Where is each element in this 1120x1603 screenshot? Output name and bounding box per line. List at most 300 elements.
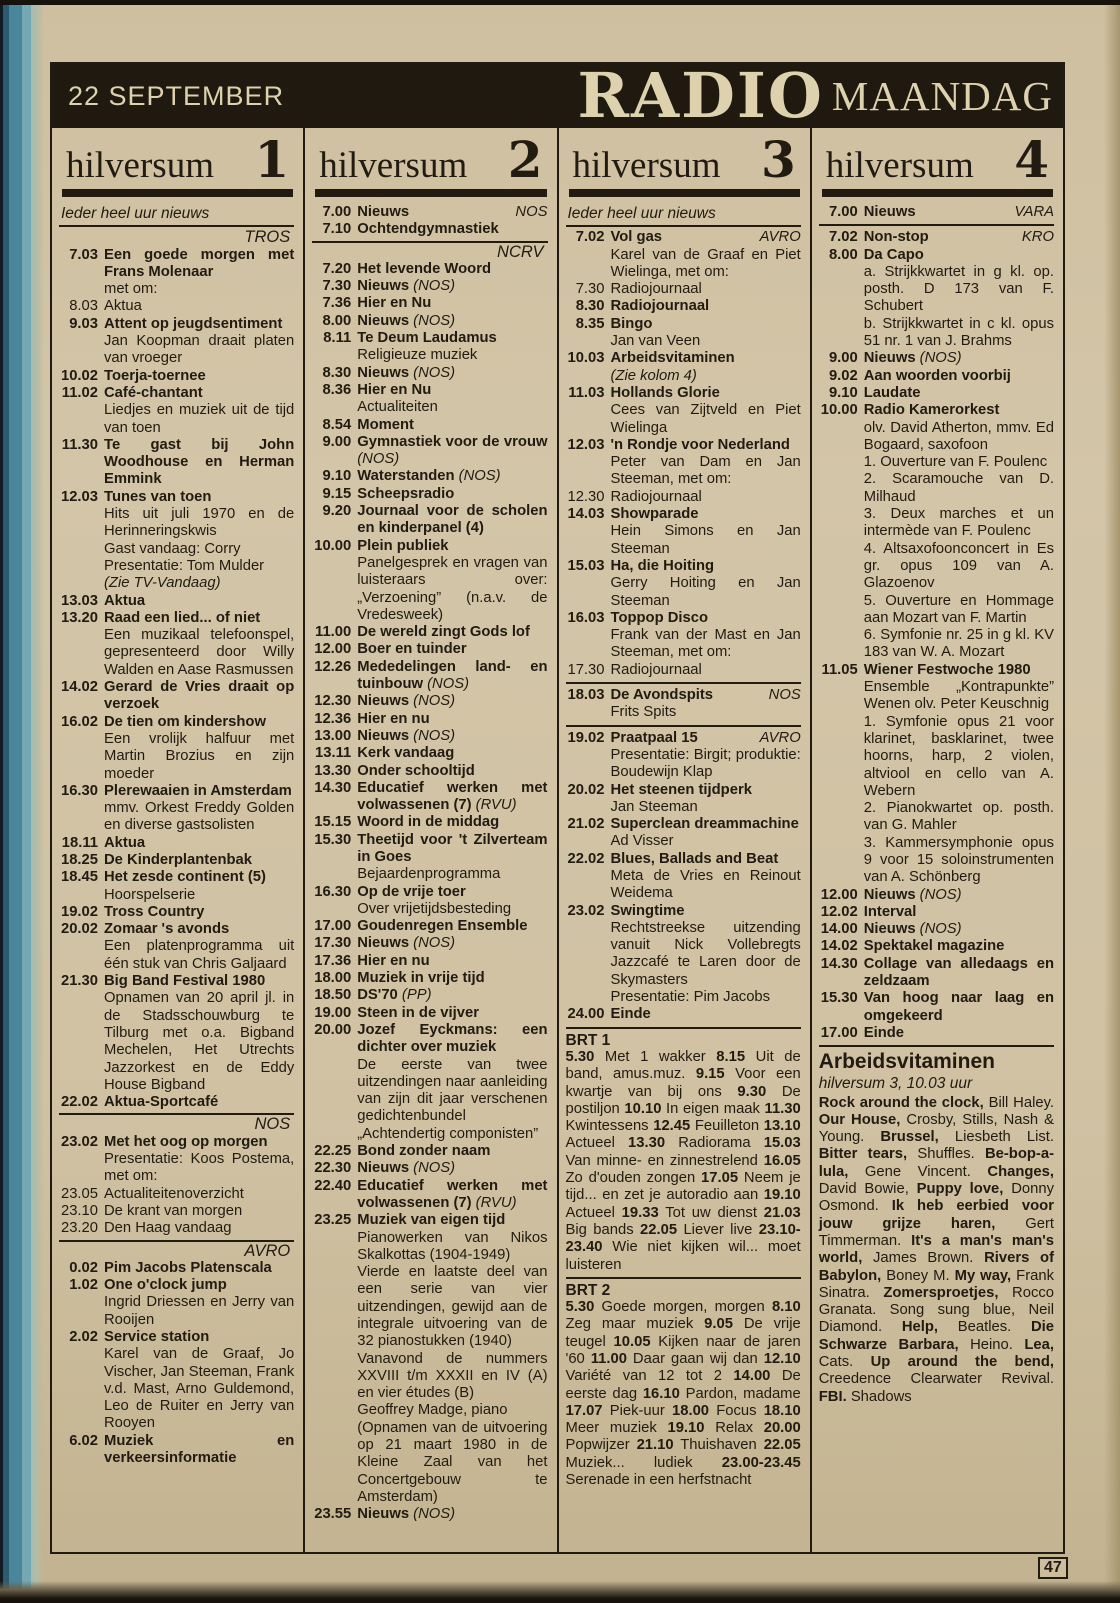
text-segment: 9.30 (737, 1083, 767, 1100)
program-title (357, 503, 547, 538)
program-title (357, 745, 547, 762)
program-description (611, 575, 801, 610)
program-description (864, 835, 1054, 887)
program-description (611, 523, 801, 558)
program-description (611, 247, 801, 282)
text-segment: 5. Ouverture en Hommage aan Mozart van F. Martin (863, 592, 1054, 626)
program-body (357, 1143, 547, 1160)
program-entry (312, 624, 547, 641)
program-title (357, 1212, 547, 1229)
program-title (357, 468, 547, 485)
text-segment: Big Band Festival 1980 (104, 973, 266, 990)
text-segment: 12.10 (763, 1351, 801, 1367)
text-segment: Actueel (565, 1204, 622, 1221)
program-entry (566, 506, 801, 558)
program-entry (312, 1506, 547, 1523)
program-entry (312, 486, 547, 503)
text-segment: Focus (709, 1402, 764, 1419)
program-time: 18.45 (60, 869, 98, 886)
program-time: 9.03 (69, 315, 98, 332)
program-body (104, 1220, 294, 1237)
program-entry (312, 693, 547, 710)
text-segment: Non-stop (863, 229, 929, 246)
program-time: 13.30 (314, 762, 352, 779)
program-entry (566, 489, 801, 506)
program-body (611, 687, 801, 722)
text-segment: Het steenen tijdperk (610, 781, 752, 798)
program-body (104, 1260, 294, 1277)
program-time: 22.40 (314, 1177, 352, 1194)
text-segment: Relax (704, 1420, 764, 1437)
program-title (357, 221, 547, 238)
program-title (611, 687, 801, 704)
program-body (104, 298, 294, 315)
program-title (104, 869, 294, 886)
program-time: 21.02 (567, 816, 605, 833)
program-title (611, 229, 801, 246)
program-body (611, 1006, 801, 1023)
text-segment: (NOS) (413, 1506, 456, 1523)
program-body (357, 624, 547, 641)
program-entry (59, 1329, 294, 1433)
text-segment: 16.10 (642, 1385, 680, 1402)
program-body (611, 816, 801, 851)
column-title: hilversum (825, 145, 974, 186)
column-number: 2 (507, 130, 543, 189)
program-description (104, 558, 294, 575)
program-time: 17.30 (567, 661, 605, 678)
program-title (357, 1160, 547, 1177)
program-body (357, 1178, 547, 1213)
program-title (611, 662, 801, 679)
program-entry (59, 921, 294, 973)
text-segment: olv. David Atherton, mmv. Ed Bogaard, saxofoon (863, 419, 1054, 453)
program-title (357, 365, 547, 382)
text-segment: 8.10 (771, 1299, 801, 1316)
text-segment: Aktua (104, 298, 142, 315)
text-segment: Liever live (677, 1221, 759, 1238)
column-header-hilversum-4 (822, 130, 1053, 197)
text-segment: Gast vandaag: Corry (104, 540, 241, 557)
text-segment: 21.03 (763, 1204, 801, 1221)
program-entry (819, 904, 1054, 921)
program-entry (566, 687, 801, 722)
text-segment: Swingtime (610, 902, 685, 919)
network-label: NOS (768, 687, 801, 704)
program-entry (312, 365, 547, 382)
program-time: 1.02 (69, 1277, 98, 1294)
text-segment: 9.05 (704, 1316, 733, 1333)
text-segment: Meta de Vries en Reinout Weidema (610, 867, 801, 902)
program-description (864, 679, 1054, 714)
text-segment: Frank Sinatra. (818, 1267, 1054, 1301)
text-segment: Nieuws (357, 693, 414, 710)
program-description (611, 747, 801, 782)
program-title (864, 385, 1054, 402)
program-body (357, 538, 547, 624)
every-hour-news-note: Ieder heel uur nieuws (59, 204, 294, 227)
text-segment: Zomersproetjes, (883, 1284, 999, 1301)
program-title (104, 489, 294, 506)
program-body (104, 316, 294, 368)
program-description (104, 800, 294, 835)
program-body (357, 1022, 547, 1143)
text-segment: Actualiteiten (357, 399, 438, 416)
text-segment: Donny Osmond. (818, 1181, 1055, 1215)
program-time: 10.02 (60, 367, 98, 384)
program-title (611, 851, 801, 868)
program-description (104, 575, 294, 592)
text-segment: (NOS) (413, 727, 456, 744)
program-title (611, 730, 801, 747)
program-title (611, 782, 801, 799)
program-entry (312, 814, 547, 831)
program-entry (59, 1134, 294, 1186)
program-entry (819, 887, 1054, 904)
text-segment: It's a man's man's world, (818, 1232, 1055, 1267)
text-segment: Hein Simons en Jan Steeman (610, 523, 801, 557)
text-segment: Gene Vincent. (848, 1163, 988, 1180)
text-segment: Nieuws (357, 935, 414, 952)
program-time: 0.02 (69, 1259, 98, 1276)
radio-logo: RADIO (577, 58, 824, 132)
program-entry (312, 434, 547, 469)
page-right-edge (1104, 0, 1120, 1603)
text-segment: Zo d'ouden zongen (565, 1170, 702, 1187)
program-entry (566, 229, 801, 281)
program-time: 13.03 (60, 592, 98, 609)
text-segment: 13.10 (763, 1118, 801, 1135)
text-segment: James Brown. (862, 1250, 985, 1267)
program-description (104, 541, 294, 558)
text-segment: Bill Haley. (983, 1094, 1055, 1111)
program-time: 7.10 (322, 221, 352, 238)
text-segment: Brussel, (880, 1129, 939, 1146)
text-segment: Kijken naar de jaren '60 (565, 1333, 801, 1367)
text-segment: Raad een lied... of niet (104, 609, 261, 626)
program-time: 14.02 (60, 679, 98, 696)
text-segment: Beatles. (938, 1319, 1031, 1336)
program-entry (312, 745, 547, 762)
program-entry (59, 368, 294, 385)
program-entry (566, 385, 801, 437)
program-time: 12.00 (314, 641, 352, 658)
text-segment: Hier en Nu (357, 295, 432, 312)
text-segment: De vrije teugel (565, 1316, 801, 1350)
text-segment: Variété van 12 tot 2 (565, 1368, 734, 1385)
program-description (864, 800, 1054, 835)
text-segment: 8.15 (716, 1048, 746, 1065)
program-body (357, 918, 547, 935)
text-segment: Nieuws (357, 364, 414, 381)
program-body (357, 953, 547, 970)
program-title (864, 402, 1054, 419)
program-entry (819, 385, 1054, 402)
program-body (611, 316, 801, 351)
text-segment: Bingo (610, 315, 653, 332)
program-entry (59, 852, 294, 869)
program-entry (566, 610, 801, 662)
program-entry (312, 1160, 547, 1177)
text-segment: 5.30 (565, 1299, 595, 1316)
program-body (864, 938, 1054, 955)
text-segment: Waterstanden (357, 468, 459, 485)
page-top-edge (0, 0, 1120, 5)
program-description (104, 281, 294, 298)
program-time: 10.00 (820, 402, 858, 419)
program-entry (59, 298, 294, 315)
program-time: 17.00 (820, 1024, 858, 1041)
program-entry (312, 884, 547, 919)
column-title: hilversum (66, 145, 214, 186)
program-body (357, 486, 547, 503)
text-segment: 12.45 (653, 1118, 691, 1135)
program-description (611, 704, 801, 721)
program-entry (59, 247, 294, 299)
masthead (52, 58, 1063, 132)
text-segment: Piek-uur (602, 1402, 672, 1419)
text-segment: (NOS) (413, 1160, 456, 1177)
text-segment: Plerewaaien in Amsterdam (104, 782, 292, 799)
text-segment: Tot uw dienst (658, 1204, 764, 1221)
program-title (357, 261, 547, 278)
program-time: 11.05 (821, 661, 858, 678)
program-entry (566, 350, 801, 385)
text-segment: 9.15 (695, 1066, 725, 1083)
program-time: 8.00 (322, 312, 352, 329)
program-title (104, 1203, 294, 1220)
network-label: NCRV (312, 241, 547, 261)
text-segment: Hoorspelserie (104, 886, 196, 903)
text-segment: Tunes van toen (104, 488, 212, 505)
text-segment: Feuilleton (690, 1118, 764, 1135)
program-description (357, 555, 547, 624)
program-entry (312, 1212, 547, 1506)
column-hilversum-4 (810, 128, 1063, 1552)
text-segment: Te Deum Laudamus (357, 330, 497, 347)
program-time: 15.30 (314, 831, 352, 848)
program-title (104, 1134, 294, 1151)
program-body (864, 402, 1054, 661)
program-title (357, 417, 547, 434)
program-time: 6.02 (69, 1432, 98, 1449)
text-segment: 16.05 (763, 1152, 801, 1169)
text-segment: (Opnamen van de uitvoering op 21 maart 1980 in de Kleine Zaal van het Concertgebouw te Amsterdam) (357, 1419, 548, 1505)
text-segment: Nieuws (863, 886, 920, 903)
page-number: 47 (1038, 1557, 1068, 1579)
program-body (104, 437, 294, 489)
program-time: 8.36 (322, 381, 352, 398)
program-body (357, 711, 547, 728)
program-time: 16.02 (60, 713, 98, 730)
column-title: hilversum (572, 145, 721, 186)
text-segment: Jan Steeman (610, 798, 698, 815)
text-segment: Onder schooltijd (357, 762, 475, 779)
text-segment: Goede morgen, morgen (594, 1299, 772, 1316)
program-entry (59, 1277, 294, 1329)
program-time: 15.30 (820, 990, 858, 1007)
program-body (357, 261, 547, 278)
program-entry (59, 1433, 294, 1468)
program-description (357, 1057, 547, 1143)
text-segment: Nieuws (357, 1160, 414, 1177)
program-body (864, 904, 1054, 921)
column-header-hilversum-3 (569, 130, 800, 197)
text-segment: Rechtstreekse uitzending vanuit Nick Vollebregts Jazzcafé te Laren door de Skymasters (610, 919, 801, 988)
text-segment: Geoffrey Madge, piano (357, 1402, 508, 1419)
text-segment: Educatief werken met volwassenen (7) (357, 1177, 548, 1211)
text-segment: Educatief werken met volwassenen (7) (357, 779, 548, 814)
text-segment: Jozef Eyckmans: een dichter over muziek (357, 1021, 548, 1056)
text-segment: Ik heb eerbied voor jouw grijze haren, (818, 1198, 1054, 1232)
text-segment: In eigen maak (661, 1100, 765, 1117)
text-segment: Steen in de vijver (357, 1004, 479, 1021)
text-segment: 17.07 (565, 1402, 603, 1419)
program-time: 9.10 (828, 384, 858, 401)
network-label: AVRO (759, 229, 801, 246)
program-description (357, 1230, 547, 1265)
text-segment: (NOS) (413, 312, 456, 329)
text-segment: 10.05 (613, 1333, 651, 1350)
program-body (104, 904, 294, 921)
text-segment: Neem je tijd... en zet je autoradio aan (565, 1170, 801, 1204)
program-time: 22.25 (314, 1143, 352, 1160)
program-entry (59, 316, 294, 368)
program-title (357, 313, 547, 330)
text-segment: (NOS) (919, 921, 962, 938)
text-segment: 11.00 (590, 1351, 627, 1367)
program-body (611, 506, 801, 558)
text-segment: Service station (104, 1329, 210, 1345)
text-segment: De Kinderplantenbak (104, 851, 252, 868)
program-time: 11.03 (568, 384, 605, 401)
program-time: 12.02 (820, 903, 858, 920)
text-segment: Ingrid Driessen en Jerry van Rooijen (104, 1294, 295, 1328)
program-title (357, 641, 547, 658)
text-segment: (NOS) (413, 693, 456, 710)
text-segment: De postiljon (565, 1083, 801, 1117)
program-title (357, 1143, 547, 1160)
program-entry (312, 382, 547, 417)
program-title (104, 437, 294, 489)
program-entry (312, 953, 547, 970)
text-segment: Radiojournaal (610, 488, 702, 505)
program-entry (312, 417, 547, 434)
text-segment: Bitter tears, (818, 1146, 908, 1163)
program-time: 12.36 (314, 710, 352, 727)
program-title (357, 884, 547, 901)
station-day-listing (566, 1299, 801, 1489)
program-time: 22.02 (60, 1094, 98, 1111)
program-body (104, 1329, 294, 1433)
text-segment: Ad Visser (610, 833, 674, 850)
program-time: 19.02 (567, 729, 605, 746)
program-body (104, 247, 294, 299)
program-entry (566, 782, 801, 817)
column-header-hilversum-1 (62, 130, 293, 197)
program-entry (819, 247, 1054, 351)
program-body (357, 693, 547, 710)
program-time: 7.36 (322, 295, 352, 312)
program-time: 20.02 (60, 921, 98, 938)
program-body (104, 368, 294, 385)
program-time: 23.20 (60, 1220, 98, 1237)
program-body (357, 382, 547, 417)
program-title (357, 763, 547, 780)
network-label: AVRO (759, 729, 801, 746)
text-segment: Presentatie: Koos Postema, met om: (104, 1151, 295, 1185)
program-title (357, 780, 547, 815)
program-entry (312, 313, 547, 330)
text-segment: Thuishaven (673, 1437, 764, 1454)
program-body (357, 1160, 547, 1177)
program-body (864, 956, 1054, 991)
text-segment: Up around the bend, (870, 1354, 1054, 1370)
program-time: 2.02 (69, 1329, 98, 1345)
program-body (104, 1134, 294, 1186)
program-description (357, 1402, 547, 1419)
program-body (104, 783, 294, 835)
program-title (357, 1178, 547, 1213)
text-segment: Moment (357, 416, 414, 433)
text-segment: Hier en nu (357, 952, 430, 969)
text-segment: Collage van alledaags en zeldzaam (863, 955, 1054, 990)
divider (566, 1277, 801, 1279)
program-body (104, 1433, 294, 1468)
station-day-listing (566, 1049, 801, 1274)
program-entry (312, 261, 547, 278)
program-time: 7.02 (828, 229, 858, 246)
program-body (357, 1506, 547, 1523)
program-time: 16.30 (314, 883, 352, 900)
program-body (864, 921, 1054, 938)
text-segment: 22.05 (640, 1221, 678, 1238)
text-segment: Muziek van eigen tijd (357, 1212, 506, 1229)
text-segment: Aan woorden voorbij (863, 367, 1011, 384)
program-body (611, 229, 801, 281)
text-segment: Frank van der Mast en Jan Steeman, met om: (610, 627, 801, 661)
text-segment: Een muzikaal telefoonspel, gepresenteerd door Willy Walden en Aase Rasmussen (104, 627, 295, 678)
program-time: 19.02 (60, 903, 98, 920)
program-title (104, 714, 294, 731)
program-title (357, 659, 547, 694)
program-title (357, 953, 547, 970)
program-time: 18.50 (314, 987, 352, 1004)
network-label: AVRO (59, 1240, 294, 1260)
text-segment: Spektakel magazine (863, 938, 1005, 955)
program-description (864, 454, 1054, 471)
text-segment: Puppy love, (916, 1181, 1004, 1198)
program-description (104, 990, 294, 1094)
column-listings (559, 197, 810, 1493)
program-title (104, 783, 294, 800)
program-body (611, 730, 801, 782)
text-segment: Actualiteitenoverzicht (104, 1185, 244, 1202)
program-title (357, 987, 547, 1004)
program-title (357, 1506, 547, 1523)
program-body (357, 468, 547, 485)
text-segment: Nieuws (863, 350, 920, 367)
program-description (611, 333, 801, 350)
text-segment: Karel van de Graaf, Jo Vischer, Jan Steeman, Frank v.d. Mast, Arno Guldemond, Leo de Ruiter en Jerry van Rooyen (104, 1346, 295, 1432)
program-title (357, 538, 547, 555)
text-segment: Radiojournaal (610, 661, 702, 678)
text-segment: met om: (104, 281, 158, 298)
text-segment: 6. Symfonie nr. 25 in g kl. KV 183 van W. A. Mozart (863, 627, 1054, 661)
program-entry (312, 503, 547, 538)
program-entry (59, 1203, 294, 1220)
text-segment: Journaal voor de scholen en kinderpanel (4) (357, 503, 548, 537)
